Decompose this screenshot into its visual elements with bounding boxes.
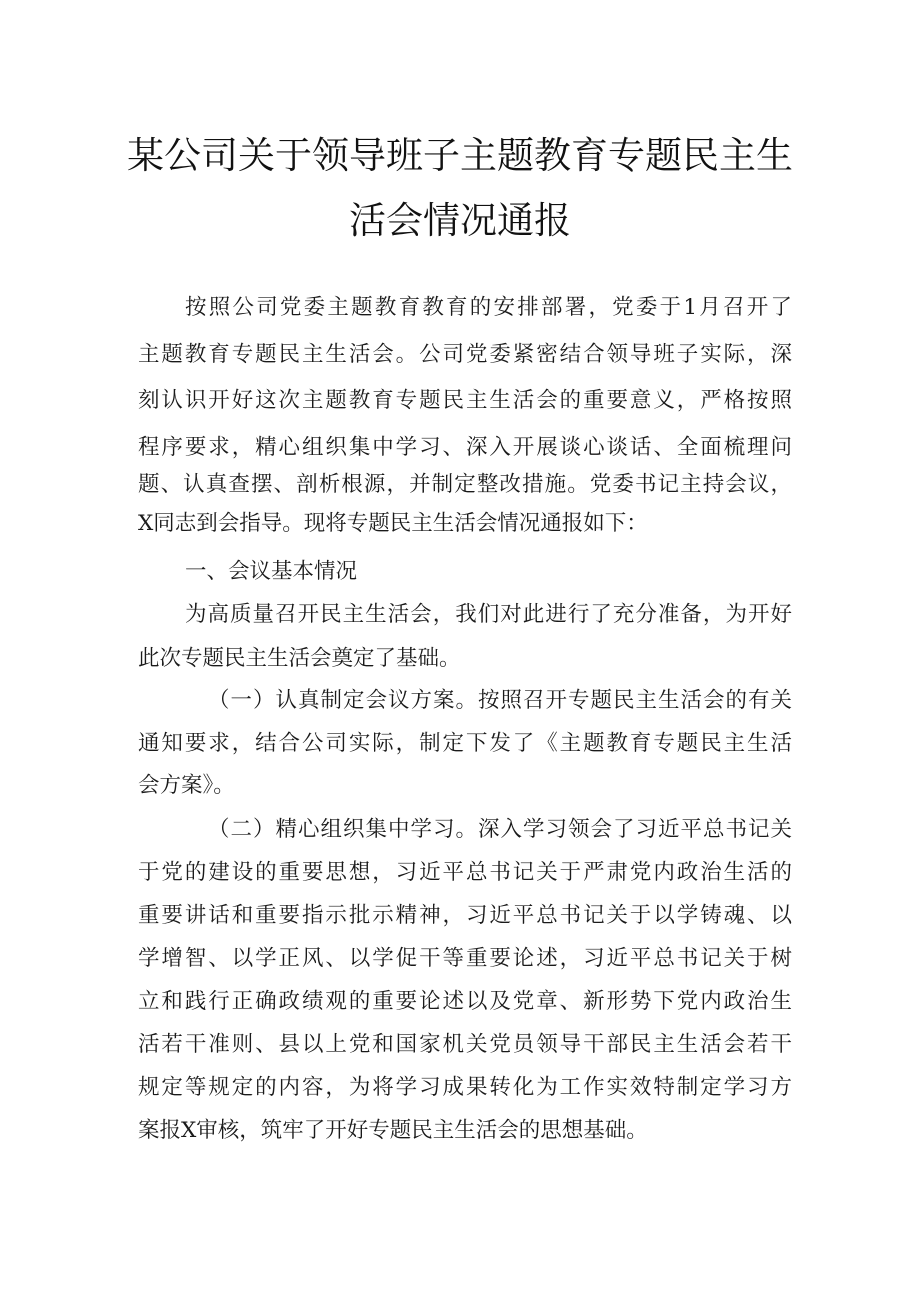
intro-line-3: 刻认识开好这次主题教育专题民主生活会的重要意义，严格按照 [138, 388, 792, 413]
item2-line-3: 重要讲话和重要指示批示精神，习近平总书记关于以学铸魂、以 [138, 903, 792, 928]
document-title-line-1: 某公司关于领导班子主题教育专题民主生 [127, 134, 793, 177]
intro-line-4: 程序要求，精心组织集中学习、深入开展谈心谈话、全面梳理问 [138, 435, 792, 460]
section-heading: 一、会议基本情况 [185, 559, 358, 584]
item2-line-5: 立和践行正确政绩观的重要论述以及党章、新形势下党内政治生 [138, 989, 792, 1014]
intro-line-6: X同志到会指导。现将专题民主生活会情况通报如下： [138, 511, 648, 536]
item2-line-6: 活若干准则、县以上党和国家机关党员领导干部民主生活会若干 [138, 1032, 792, 1057]
document-title-line-2: 活会情况通报 [349, 199, 571, 242]
intro-line-2: 主题教育专题民主生活会。公司党委紧密结合领导班子实际，深 [138, 342, 792, 367]
section-intro-line-2: 此次专题民主生活会奠定了基础。 [138, 646, 461, 671]
item1-line-1: （一）认真制定会议方案。按照召开专题民主生活会的有关 [208, 688, 792, 713]
item2-line-7: 规定等规定的内容，为将学习成果转化为工作实效特制定学习方 [138, 1075, 792, 1100]
item1-line-2: 通知要求，结合公司实际，制定下发了《主题教育专题民主生活 [138, 731, 792, 756]
item2-line-8: 案报X审核，筑牢了开好专题民主生活会的思想基础。 [138, 1118, 648, 1143]
item2-line-4: 学增智、以学正风、以学促干等重要论述，习近平总书记关于树 [138, 946, 792, 971]
item1-line-3: 会方案》。 [138, 773, 235, 798]
item2-line-1: （二）精心组织集中学习。深入学习领会了习近平总书记关 [208, 817, 792, 842]
section-intro-line-1: 为高质量召开民主生活会，我们对此进行了充分准备，为开好 [185, 602, 792, 627]
intro-line-1: 按照公司党委主题教育教育的安排部署，党委于1月召开了 [185, 295, 792, 320]
intro-line-5: 题、认真查摆、剖析根源，并制定整改措施。党委书记主持会议， [138, 472, 792, 497]
item2-line-2: 于党的建设的重要思想，习近平总书记关于严肃党内政治生活的 [138, 860, 792, 885]
